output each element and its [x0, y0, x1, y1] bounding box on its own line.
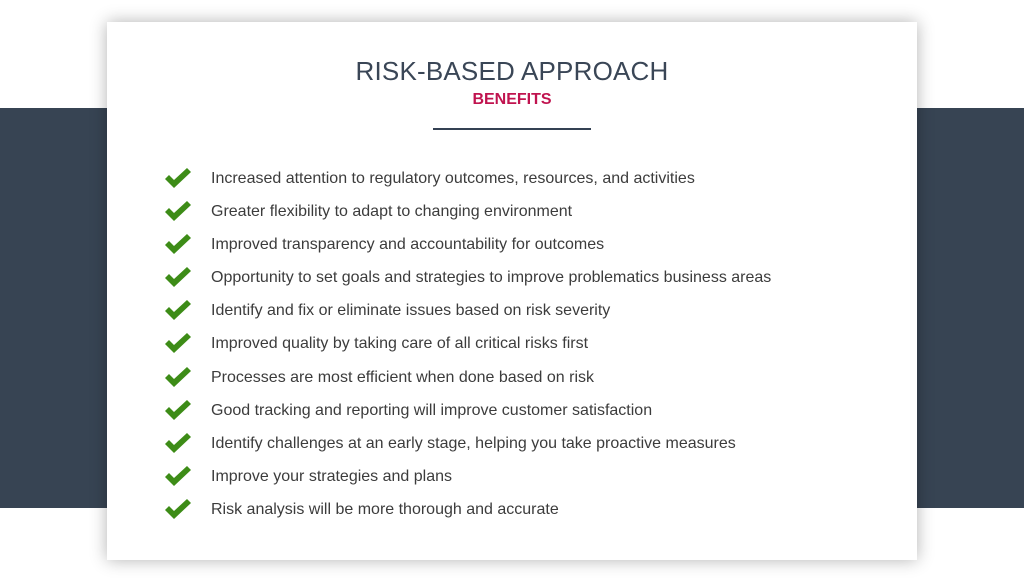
benefit-text: Increased attention to regulatory outcomes, resources, and activities [211, 170, 695, 187]
benefit-text: Improve your strategies and plans [211, 467, 453, 485]
benefit-text: Identify and fix or eliminate issues based on risk severity [211, 302, 611, 320]
benefit-text: Improved quality by taking care of all critical risks first [211, 335, 589, 353]
benefit-text: Improved transparency and accountability for outcomes [211, 236, 605, 254]
check-icon [163, 265, 193, 290]
benefit-text: Good tracking and reporting will improve customer satisfaction [211, 401, 653, 419]
benefit-text: Identify challenges at an early stage, helping you take proactive measures [211, 434, 736, 452]
check-icon [163, 365, 193, 390]
check-icon [163, 431, 193, 456]
check-icon [163, 464, 193, 489]
check-icon [163, 199, 193, 224]
slide-card [107, 22, 917, 560]
check-icon [163, 298, 193, 323]
benefit-text: Processes are most efficient when done based on risk [211, 368, 595, 386]
check-icon [163, 331, 193, 356]
check-icon [163, 398, 193, 423]
title-divider [433, 128, 591, 130]
check-icon [163, 166, 193, 191]
slide-title: RISK-BASED APPROACH [355, 56, 669, 86]
benefit-text: Opportunity to set goals and strategies to improve problematics business areas [211, 269, 772, 287]
slide-subtitle: BENEFITS [472, 91, 552, 108]
benefit-text: Greater flexibility to adapt to changing environment [211, 203, 573, 221]
check-icon [163, 232, 193, 257]
benefit-text: Risk analysis will be more thorough and accurate [211, 500, 559, 518]
check-icon [163, 497, 193, 522]
